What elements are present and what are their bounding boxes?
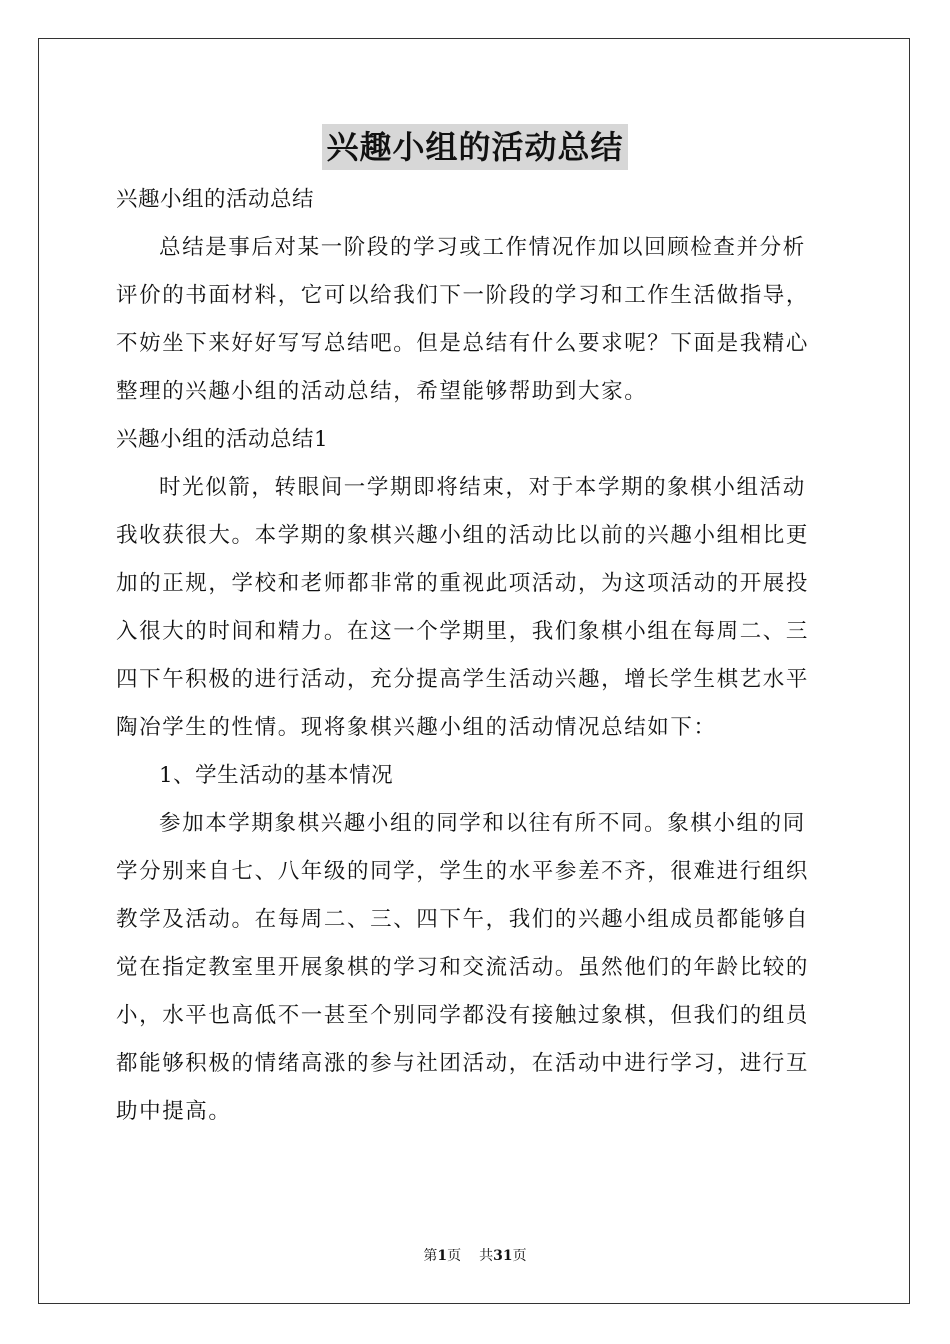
page-suffix: 页: [447, 1248, 462, 1264]
text-line: 四下午积极的进行活动，充分提高学生活动兴趣，增长学生棋艺水平: [116, 667, 810, 692]
text-line: 陶冶学生的性情。现将象棋兴趣小组的活动情况总结如下：: [116, 715, 717, 740]
document-title: 兴趣小组的活动总结: [322, 124, 627, 170]
point-heading: 1、学生活动的基本情况: [159, 763, 394, 788]
text-line: 评价的书面材料，它可以给我们下一阶段的学习和工作生活做指导，: [116, 283, 810, 308]
text-line: 教学及活动。在每周二、三、四下午，我们的兴趣小组成员都能够自: [116, 907, 810, 932]
total-suffix: 页: [512, 1248, 527, 1264]
section-heading: 兴趣小组的活动总结1: [116, 427, 329, 452]
total-prefix: 共: [479, 1248, 494, 1264]
page-prefix: 第: [423, 1248, 438, 1264]
section1-paragraph: [116, 464, 834, 752]
page-number: 1: [437, 1248, 448, 1264]
text-line: 都能够积极的情绪高涨的参与社团活动，在活动中进行学习，进行互: [116, 1051, 810, 1076]
text-line: 参加本学期象棋兴趣小组的同学和以往有所不同。象棋小组的同: [159, 811, 806, 836]
text-line: 觉在指定教室里开展象棋的学习和交流活动。虽然他们的年龄比较的: [116, 955, 810, 980]
page-footer: [0, 1246, 950, 1266]
text-line: 入很大的时间和精力。在这一个学期里，我们象棋小组在每周二、三: [116, 619, 810, 644]
text-line: 学分别来自七、八年级的同学，学生的水平参差不齐，很难进行组织: [116, 859, 810, 884]
point1-paragraph: [116, 800, 834, 1136]
intro-paragraph: [116, 224, 834, 416]
text-line: 助中提高。: [116, 1099, 232, 1124]
document-subtitle: 兴趣小组的活动总结: [116, 187, 315, 212]
text-line: 不妨坐下来好好写写总结吧。但是总结有什么要求呢？下面是我精心: [116, 331, 810, 356]
total-pages: 31: [493, 1248, 513, 1264]
text-line: 总结是事后对某一阶段的学习或工作情况作加以回顾检查并分析: [159, 235, 806, 260]
document-body: [116, 176, 834, 1136]
text-line: 我收获很大。本学期的象棋兴趣小组的活动比以前的兴趣小组相比更: [116, 523, 810, 548]
title-container: [0, 124, 950, 170]
text-line: 整理的兴趣小组的活动总结，希望能够帮助到大家。: [116, 379, 648, 404]
text-line: 小，水平也高低不一甚至个别同学都没有接触过象棋，但我们的组员: [116, 1003, 810, 1028]
text-line: 加的正规，学校和老师都非常的重视此项活动，为这项活动的开展投: [116, 571, 810, 596]
text-line: 时光似箭，转眼间一学期即将结束，对于本学期的象棋小组活动: [159, 475, 806, 500]
